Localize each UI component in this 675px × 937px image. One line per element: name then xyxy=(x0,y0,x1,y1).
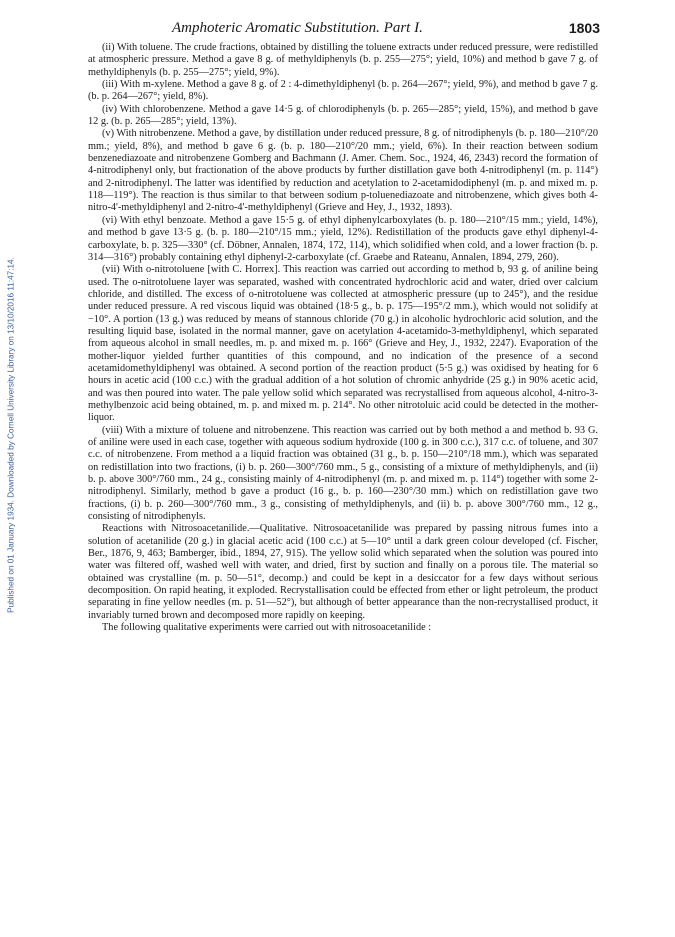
paragraph-m-xylene: (iii) With m-xylene. Method a gave 8 g. of 2 : 4-dimethyldiphenyl (b. p. 264—267°; yield, 9%), and method b gave 7 g. (b. p. 264—267°; yield, 8%). xyxy=(88,79,598,103)
paragraph-nitrobenzene: (v) With nitrobenzene. Method a gave, by distillation under reduced pressure, 8 g. of nitrodiphenyls (b. p. 180—210°/20 mm.; yield, 8%), and method b gave 6 g. (b. p. 180—210°/20 mm.; yield, 6%). In their reaction between sodium benzenediazoate and nitrobenzene Gomberg and Bachmann (J. Amer. Chem. Soc., 1924, 46, 2343) record the formation of 4-nitrodiphenyl only, but fractionation of the above products by further distillation gave both 4-nitrodiphenyl (m. p. 114°) and 2-nitrodiphenyl. The latter was identified by reduction and acetylation to 2-acetamidodiphenyl (m. p. and mixed m. p. 118—119°). The reaction is thus similar to that between sodium p-toluenediazoate and nitrobenzene, which gives both 4-nitro-4'-methyldiphenyl and 2-nitro-4'-methyldiphenyl (Grieve and Hey, J., 1932, 1893). xyxy=(88,128,598,214)
paragraph-toluene-nitrobenzene-mixture: (viii) With a mixture of toluene and nitrobenzene. This reaction was carried out by both method a and method b. 93 G. of aniline were used in each case, together with aqueous sodium hydroxide (100 g. in 300 c.c.), 317 c.c. of toluene, and 307 c.c. of nitrobenzene. From method a a liquid fraction was obtained (31 g., b. p. 150—210°/18 mm.), which was separated on redistillation into two fractions, (i) b. p. 260—300°/760 mm., 5 g., consisting of a mixture of methyldiphenyls, and (ii) b. p. above 300°/760 mm., 24 g., consisting mainly of 4-nitrodiphenyl (m. p. and mixed m. p. 114°) together with some 2-nitrodiphenyl. Similarly, method b gave a product (16 g., b. p. 160—230°/30 mm.) which on redistillation gave two fractions, (i) b. p. 260—300°/760 mm., 3 g., consisting of methyldiphenyls, and (ii) b. p. above 300°/760 mm., 12 g., consisting of nitrodiphenyls. xyxy=(88,424,598,523)
page-number: 1803 xyxy=(568,20,600,36)
paragraph-toluene: (ii) With toluene. The crude fractions, obtained by distilling the toluene extracts under reduced pressure, were redistilled at atmospheric pressure. Method a gave 8 g. of methyldiphenyls (b. p. 255—275°; yield, 10%) and method b gave 7 g. of methyldiphenyls (b. p. 255—275°; yield, 9%). xyxy=(88,42,598,78)
paragraph-nitrosoacetanilide: Reactions with Nitrosoacetanilide.—Qualitative. Nitrosoacetanilide was prepared by passing nitrous fumes into a solution of acetanilide (20 g.) in glacial acetic acid (100 c.c.) at 5—10° until a dark green colour developed (cf. Fischer, Ber., 1876, 9, 463; Bamberger, ibid., 1894, 27, 915). The yellow solid which separated when the solution was poured into water was filtered off, washed well with water, and dried, first by suction and finally on a porous tile. The material so obtained was crystalline (m. p. 50—51°, decomp.) and could be kept in a desiccator for a few days without serious decomposition. On rapid heating, it exploded. Recrystallisation could be effected from ether or light petroleum, the product separating in fine yellow needles (m. p. 51—52°), but although of better appearance than the non-recrystallised product, it invariably turned brown and decomposed more rapidly on keeping. xyxy=(88,523,598,621)
paragraph-chlorobenzene: (iv) With chlorobenzene. Method a gave 14·5 g. of chlorodiphenyls (b. p. 265—285°; yield, 15%), and method b gave 12 g. (b. p. 265—285°; yield, 13%). xyxy=(88,103,598,128)
paragraph-ethyl-benzoate: (vi) With ethyl benzoate. Method a gave 15·5 g. of ethyl diphenylcarboxylates (b. p. 180—210°/15 mm.; yield, 14%), and method b gave 13·5 g. (b. p. 180—210°/15 mm.; yield, 12%). Redistillation of the products gave ethyl diphenyl-4-carboxylate, b. p. 325—330° (cf. Döbner, Annalen, 1874, 172, 114), which solidified when cold, and a lower fraction (b. p. 314—316°) probably containing ethyl diphenyl-2-carboxylate (cf. Graebe and Rateanu, Annalen, 1894, 279, 260). xyxy=(88,214,598,263)
paragraph-qualitative-intro: The following qualitative experiments were carried out with nitrosoacetanilide : xyxy=(102,622,432,634)
running-title: Amphoteric Aromatic Substitution. Part I. xyxy=(172,20,423,36)
article-page xyxy=(88,20,598,635)
running-header xyxy=(88,20,598,42)
paragraph-o-nitrotoluene: (vii) With o-nitrotoluene [with C. Horrex]. This reaction was carried out according to method b, 93 g. of aniline being used. The o-nitrotoluene layer was separated, washed with concentrated hydrochloric acid and water, dried over calcium chloride, and distilled. The excess of o-nitrotoluene was collected at atmospheric pressure (up to 245°), and the residue under reduced pressure. A red viscous liquid was obtained (18·5 g., b. p. 175—195°/2 mm.), which would not solidify at −10°. A portion (13 g.) was reduced by means of stannous chloride (70 g.) in alcoholic hydrochloric acid solution, and the resulting liquid base, isolated in the normal manner, gave on acetylation 4-acetamido-3-methyldiphenyl, which separated from aqueous alcohol in small needles, m. p. and mixed m. p. 166° (Grieve and Hey, J., 1932, 2247). Evaporation of the mother-liquor yielded further quantities of this compound, and no indication of the presence of a second acetamidomethyldiphenyl was obtained. A second portion of the reaction product (5·5 g.) was oxidised by heating for 6 hours in acetic acid (100 c.c.) with the gradual addition of a hot solution of chromic anhydride (25 g.) in 90% acetic acid, and was then poured into water. The pale yellow solid which separated was recrystallised from aqueous alcohol, 4-nitro-3-methylbenzoic acid being obtained, m. p. and mixed m. p. 214°. No other nitrotoluic acid could be detected in the mother-liquor. xyxy=(88,264,598,424)
side-publication-note xyxy=(4,170,18,700)
side-note-text: Published on 01 January 1934. Downloaded by Cornell University Library on 13/10/2016 11:47:14. xyxy=(6,257,16,613)
article-body xyxy=(88,42,598,635)
